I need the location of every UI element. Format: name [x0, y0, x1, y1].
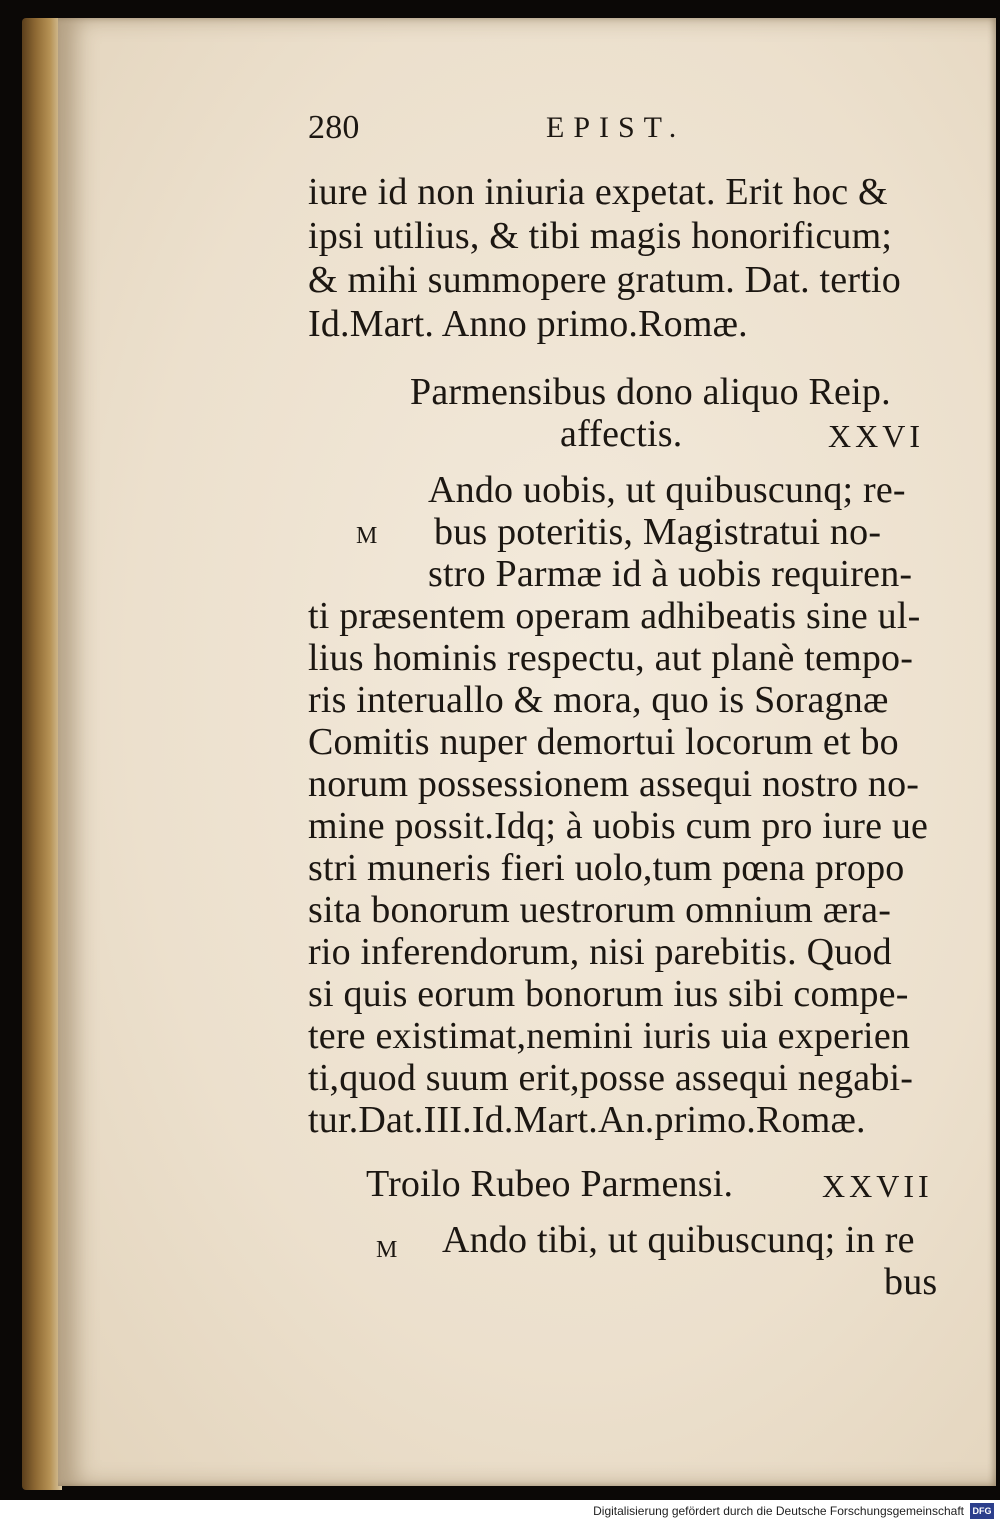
book-page [58, 18, 996, 1486]
text-line: & mihi summopere gratum. Dat. tertio [308, 259, 901, 301]
page-number: 280 [308, 109, 360, 146]
text-line: Comitis nuper demortui locorum et bo [308, 721, 899, 763]
text-line: Ando uobis, ut quibuscunq; re- [428, 469, 906, 511]
initial-letter: M [376, 1237, 399, 1263]
footer-credit: Digitalisierung gefördert durch die Deutsche Forschungsgemeinschaft [593, 1504, 964, 1518]
text-line: stri muneris fieri uolo,tum pœna propo [308, 847, 905, 889]
letter-numeral: XXVI [828, 418, 924, 454]
letter-heading: affectis. [560, 413, 683, 455]
text-line: iure id non iniuria expetat. Erit hoc & [308, 171, 888, 213]
running-title: EPIST. [546, 111, 686, 144]
text-line: norum possessionem assequi nostro no- [308, 763, 920, 805]
text-line: Ando tibi, ut quibuscunq; in re [442, 1219, 915, 1261]
text-line: ipsi utilius, & tibi magis honorificum; [308, 215, 893, 257]
text-line: lius hominis respectu, aut planè tempo- [308, 637, 914, 679]
catchword: bus [884, 1261, 938, 1303]
digitization-footer [0, 1500, 1000, 1524]
letter-heading: Troilo Rubeo Parmensi. [366, 1163, 734, 1205]
text-line: stro Parmæ id à uobis requiren- [428, 553, 913, 595]
text-line: bus poteritis, Magistratui no- [434, 511, 882, 553]
text-line: ris interuallo & mora, quo is Soragnæ [308, 679, 889, 721]
text-line: sita bonorum uestrorum omnium æra- [308, 889, 892, 931]
text-line: tere existimat,nemini iuris uia experien [308, 1015, 911, 1057]
text-line: ti,quod suum erit,posse assequi negabi- [308, 1057, 914, 1099]
initial-letter: M [356, 523, 379, 549]
dfg-logo-icon: DFG [970, 1503, 994, 1519]
text-line: si quis eorum bonorum ius sibi compe- [308, 973, 909, 1015]
text-line: mine possit.Idq; à uobis cum pro iure ue [308, 805, 929, 847]
letter-numeral: XXVII [822, 1168, 933, 1204]
text-line: rio inferendorum, nisi parebitis. Quod [308, 931, 892, 973]
letter-heading: Parmensibus dono aliquo Reip. [410, 371, 891, 413]
text-line: tur.Dat.III.Id.Mart.An.primo.Romæ. [308, 1099, 866, 1141]
book-spine-edge [22, 18, 62, 1490]
page-text-block [58, 18, 996, 1486]
text-line: ti præsentem operam adhibeatis sine ul- [308, 595, 921, 637]
text-line: Id.Mart. Anno primo.Romæ. [308, 303, 748, 345]
